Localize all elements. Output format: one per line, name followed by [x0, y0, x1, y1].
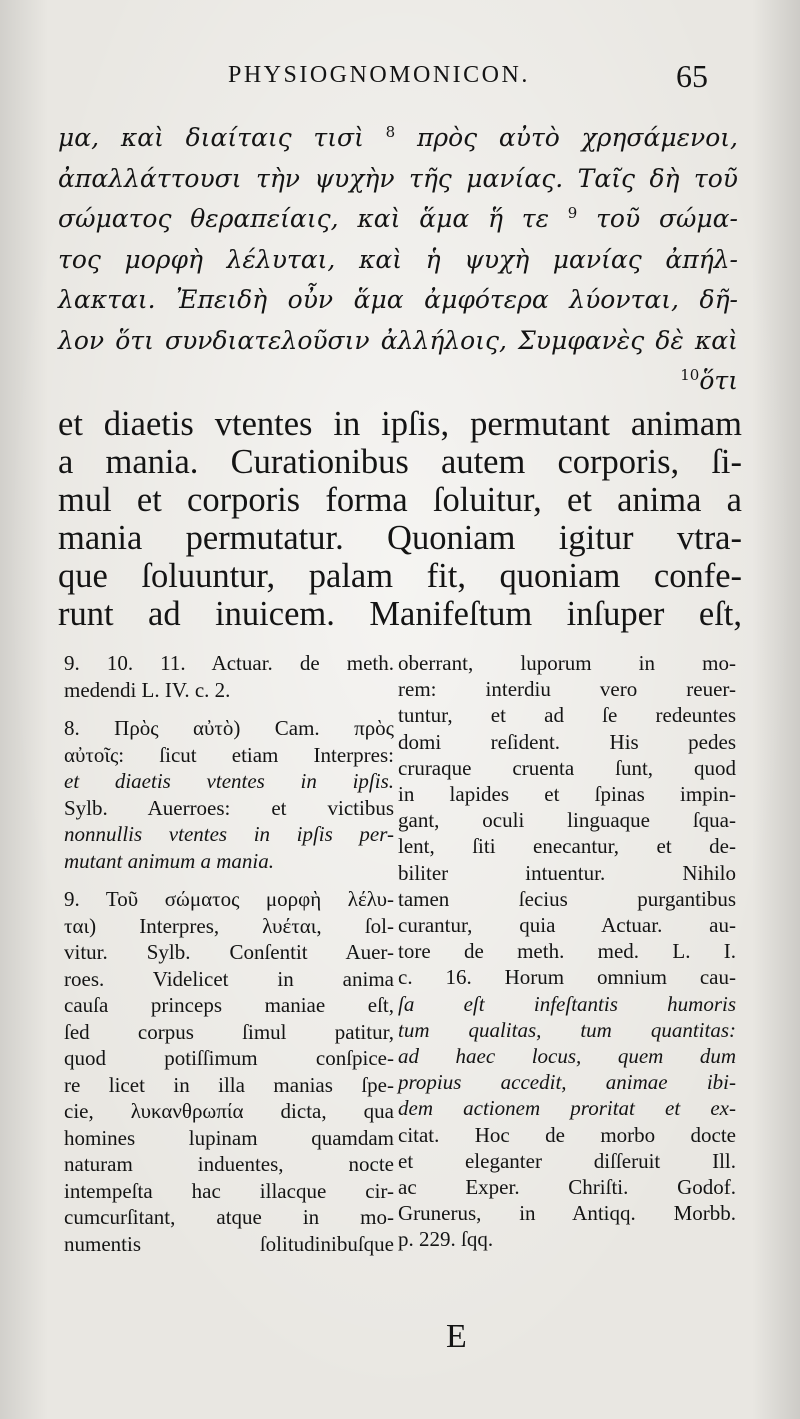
signature-mark: E	[446, 1318, 467, 1355]
footnote-9-10-11	[64, 650, 394, 703]
greek-line-3: σώματος θεραπείαις, καὶ ἅμα ἥ τε $^9$ τοῦ σώμα-	[58, 204, 738, 233]
footnote-line: et eleganter diſſeruit Ill.	[398, 1148, 736, 1173]
running-title: PHYSIOGNOMONICON.	[228, 62, 530, 88]
footnote-line: cruraque cruenta ſunt, quod	[398, 755, 736, 780]
latin-line: que ſoluuntur, palam fit, quoniam confe-	[58, 557, 742, 595]
latin-line: mul et corporis forma ſoluitur, et anima a	[58, 481, 742, 519]
footnote-line: intempeſta hac illacque cir-	[64, 1178, 394, 1203]
footnote-line: numentis ſolitudinibuſque	[64, 1231, 394, 1256]
footnote-8	[64, 715, 394, 874]
footnote-line: curantur, quia Actuar. au-	[398, 913, 736, 938]
footnote-line: vitur. Sylb. Conſentit Auer-	[64, 940, 394, 964]
footnote-line: ſed corpus ſimul patitur,	[64, 1019, 394, 1044]
footnote-line: cauſa princeps maniae eſt,	[64, 993, 394, 1017]
footnotes-right-column	[398, 650, 736, 1253]
footnote-line: p. 229. ſqq.	[398, 1227, 494, 1252]
footnote-line: mutant animum a mania.	[64, 848, 274, 873]
footnotes-left-column	[64, 650, 394, 1257]
footnote-line: in lapides et ſpinas impin-	[398, 782, 736, 807]
footnote-line: rem: interdiu vero reuer-	[398, 677, 736, 702]
footnote-line: oberrant, luporum in mo-	[398, 651, 736, 675]
footnote-line: gant, oculi linguaque ſqua-	[398, 808, 736, 833]
footnote-ref-9: 9	[567, 204, 578, 222]
footnote-line: 8. Πρὸς αὐτὸ) Cam. πρὸς	[64, 716, 394, 740]
footnote-line: quod potiſſimum conſpice-	[64, 1046, 394, 1070]
footnote-line: cie, λυκανθρωπία dicta, qua	[64, 1099, 394, 1123]
footnote-line: citat. Hoc de morbo docte	[398, 1122, 736, 1147]
latin-translation-block	[58, 405, 742, 633]
footnote-line: nonnullis vtentes in ipſis per-	[64, 822, 394, 846]
footnote-line: naturam induentes, nocte	[64, 1152, 394, 1176]
latin-line: mania permutatur. Quoniam igitur vtra-	[58, 519, 742, 557]
footnote-line: medendi L. IV. c. 2.	[64, 677, 231, 702]
footnote-ref-8: 8	[385, 123, 396, 141]
greek-line-6: λον ὅτι συνδιατελοῦσιν ἀλλήλοις, Συμφανὲς δὲ καὶ	[58, 325, 738, 355]
footnote-line: 9. Τοῦ σώματος μορφὴ λέλυ-	[64, 887, 394, 911]
footnote-line: homines lupinam quamdam	[64, 1125, 394, 1150]
footnote-line: tore de meth. med. L. I.	[398, 939, 736, 964]
latin-line: et diaetis vtentes in ipſis, permutant animam	[58, 405, 742, 443]
latin-line: a mania. Curationibus autem corporis, ſi-	[58, 443, 742, 481]
footnote-line: et diaetis vtentes in ipſis.	[64, 769, 394, 793]
footnote-line: ad haec locus, quem dum	[398, 1044, 736, 1069]
footnote-line: re licet in illa manias ſpe-	[64, 1072, 394, 1097]
footnote-line: propius accedit, animae ibi-	[398, 1070, 736, 1095]
greek-line-1: μα, καὶ διαίταις τισὶ $^8$ πρὸς αὐτὸ χρησάμενοι,	[58, 123, 739, 152]
footnote-line: biliter intuentur. Nihilo	[398, 860, 736, 885]
footnote-line: 9. 10. 11. Actuar. de meth.	[64, 651, 394, 675]
footnote-9	[64, 886, 394, 1257]
footnote-line: c. 16. Horum omnium cau-	[398, 965, 736, 990]
footnote-line: ac Exper. Chriſti. Godof.	[398, 1175, 736, 1200]
greek-line-4: τος μορφὴ λέλυται, καὶ ἡ ψυχὴ μανίας ἀπήλ-	[58, 244, 738, 274]
footnote-line: lent, ſiti enecantur, et de-	[398, 834, 736, 859]
footnote-line: Sylb. Auerroes: et victibus	[64, 795, 394, 820]
greek-text-block	[58, 118, 738, 402]
footnote-line: αὐτοῖς: ſicut etiam Interpres:	[64, 742, 394, 767]
footnote-ref-10: 10	[680, 366, 700, 384]
footnote-line: cumcurſitant, atque in mo-	[64, 1205, 394, 1229]
footnote-line: tuntur, et ad ſe redeuntes	[398, 703, 736, 728]
latin-line: runt ad inuicem. Manifeſtum inſuper eſt,	[58, 595, 742, 633]
footnote-line: domi reſident. His pedes	[398, 729, 736, 754]
footnote-line: ται) Interpres, λυέται, ſol-	[64, 913, 394, 938]
greek-line-5: λακται. Ἐπειδὴ οὖν ἅμα ἀμφότερα λύονται, δῆ-	[58, 285, 738, 314]
greek-line-7: $^{10}$ὅτι	[680, 366, 738, 395]
page-number: 65	[676, 58, 708, 94]
footnote-line: tum qualitas, tum quantitas:	[398, 1017, 736, 1042]
footnote-line: dem actionem proritat et ex-	[398, 1096, 736, 1121]
footnote-line: ſa eſt infeſtantis humoris	[398, 991, 736, 1016]
running-head	[0, 60, 800, 100]
footnote-line: Grunerus, in Antiqq. Morbb.	[398, 1201, 736, 1226]
footnote-line: roes. Videlicet in anima	[64, 966, 394, 991]
greek-line-2: ἀπαλλάττουσι τὴν ψυχὴν τῆς μανίας. Ταῖς δὴ τοῦ	[58, 163, 738, 193]
footnote-line: tamen ſecius purgantibus	[398, 886, 736, 911]
